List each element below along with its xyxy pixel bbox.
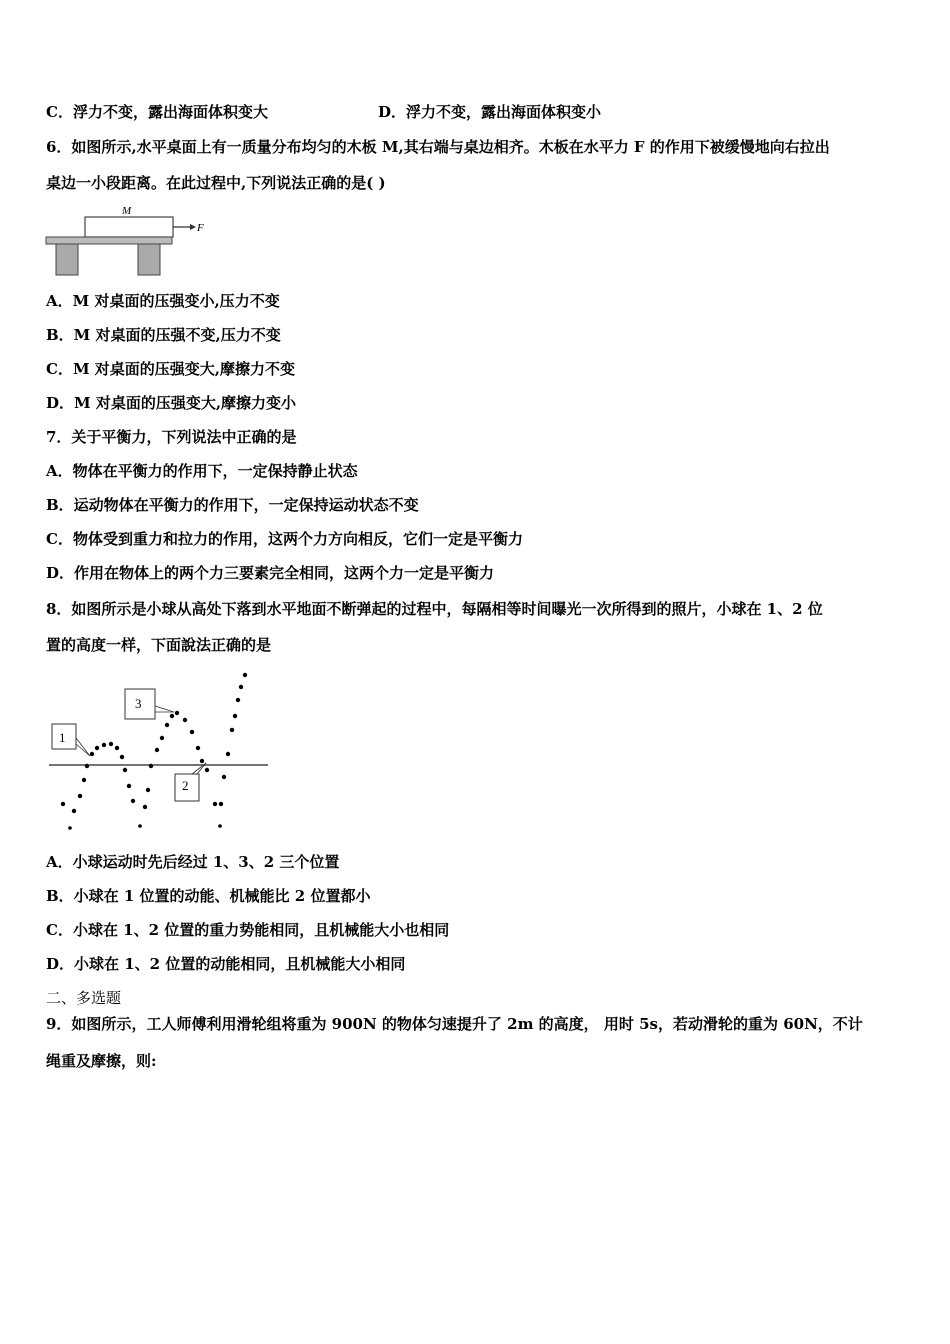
ball-dot (131, 799, 135, 803)
ball-dot (219, 802, 223, 806)
ball-dot (143, 805, 147, 809)
q7-option-d: D．作用在物体上的两个力三要素完全相同，这两个力一定是平衡力 (46, 564, 495, 582)
q9-stem-line1: 9．如图所示，工人师傅利用滑轮组将重为 900N 的物体匀速提升了 2m 的高度， 用时 5s，若动滑轮的重为 60N，不计 (46, 1015, 863, 1033)
q9-stem-line2: 绳重及摩擦，则: (46, 1052, 157, 1070)
ball-dot (123, 768, 127, 772)
wooden-board (85, 217, 173, 237)
table-leg-right (138, 244, 160, 275)
ball-dot (230, 728, 234, 732)
force-arrow-head (190, 224, 196, 230)
ball-dot (239, 685, 243, 689)
table-top (46, 237, 172, 244)
q6-option-d: D．M 对桌面的压强变大,摩擦力变小 (46, 394, 297, 412)
ball-dot (243, 673, 247, 677)
ball-dot (226, 752, 230, 756)
q5-option-d: D．浮力不变，露出海面体积变小 (378, 103, 602, 121)
ball-dot (109, 742, 113, 746)
q7-option-c: C．物体受到重力和拉力的作用，这两个力方向相反，它们一定是平衡力 (46, 530, 523, 548)
ball-dot (165, 723, 169, 727)
q6-option-a: A．M 对桌面的压强变小,压力不变 (46, 292, 280, 310)
ball-dot (183, 718, 187, 722)
ball-dot (236, 698, 240, 702)
callout-pointer-3 (155, 706, 174, 712)
q7-option-a: A．物体在平衡力的作用下，一定保持静止状态 (46, 462, 358, 480)
callout-label-1: 1 (59, 730, 66, 745)
q8-option-b: B．小球在 1 位置的动能、机械能比 2 位置都小 (46, 887, 371, 905)
q6-option-c: C．M 对桌面的压强变大,摩擦力不变 (46, 360, 295, 378)
ball-dot (155, 748, 159, 752)
callout-pointer-1b (76, 744, 90, 756)
q7-stem: 7．关于平衡力，下列说法中正确的是 (46, 428, 297, 446)
ball-dot (120, 755, 124, 759)
ball-dot (175, 711, 179, 715)
ball-dot (102, 743, 106, 747)
ball-dot (170, 714, 174, 718)
table-board-figure (44, 200, 214, 280)
bouncing-ball-figure (44, 664, 274, 832)
ball-dot (213, 802, 217, 806)
ball-dot (190, 730, 194, 734)
callout-pointer-1 (76, 738, 90, 756)
q5-option-c: C．浮力不变，露出海面体积变大 (46, 103, 268, 121)
ball-dot (68, 826, 72, 830)
callout-label-2: 2 (182, 778, 189, 793)
force-label-f: F (197, 222, 204, 234)
ball-dot (85, 764, 89, 768)
ball-dot (61, 802, 65, 806)
ball-dot (72, 809, 76, 813)
ball-dot (222, 775, 226, 779)
ball-dot (196, 746, 200, 750)
ball-dot (205, 768, 209, 772)
ball-dot (138, 824, 142, 828)
ball-dot (200, 759, 204, 763)
ball-dot (233, 714, 237, 718)
ball-dot (149, 764, 153, 768)
q7-option-b: B．运动物体在平衡力的作用下，一定保持运动状态不变 (46, 496, 419, 514)
q8-option-c: C．小球在 1、2 位置的重力势能相同，且机械能大小也相同 (46, 921, 450, 939)
callout-label-3: 3 (135, 696, 142, 711)
q6-option-b: B．M 对桌面的压强不变,压力不变 (46, 326, 281, 344)
q8-stem-line2: 置的高度一样，下面說法正确的是 (46, 636, 272, 654)
board-label-m: M (122, 205, 132, 217)
ball-dot (218, 824, 222, 828)
ball-dot (127, 784, 131, 788)
table-leg-left (56, 244, 78, 275)
ball-dot (95, 746, 99, 750)
ball-dot (82, 778, 86, 782)
q6-stem-line2: 桌边一小段距离。在此过程中,下列说法正确的是( ) (46, 174, 386, 192)
q6-stem-line1: 6．如图所示,水平桌面上有一质量分布均匀的木板 M,其右端与桌边相齐。木板在水平力 F 的作用下被缓慢地向右拉出 (46, 138, 830, 156)
q8-option-a: A．小球运动时先后经过 1、3、2 三个位置 (46, 853, 340, 871)
ball-dot (115, 746, 119, 750)
ball-dot (90, 752, 94, 756)
section-heading-multi-choice: 二、多选题 (46, 989, 122, 1007)
ball-dot (160, 736, 164, 740)
q8-option-d: D．小球在 1、2 位置的动能相同，且机械能大小相同 (46, 955, 406, 973)
q8-stem-line1: 8．如图所示是小球从高处下落到水平地面不断弹起的过程中，每隔相等时间曝光一次所得到的照片，小球在 1、2 位 (46, 600, 823, 618)
ball-dot (78, 794, 82, 798)
ball-dot (146, 788, 150, 792)
